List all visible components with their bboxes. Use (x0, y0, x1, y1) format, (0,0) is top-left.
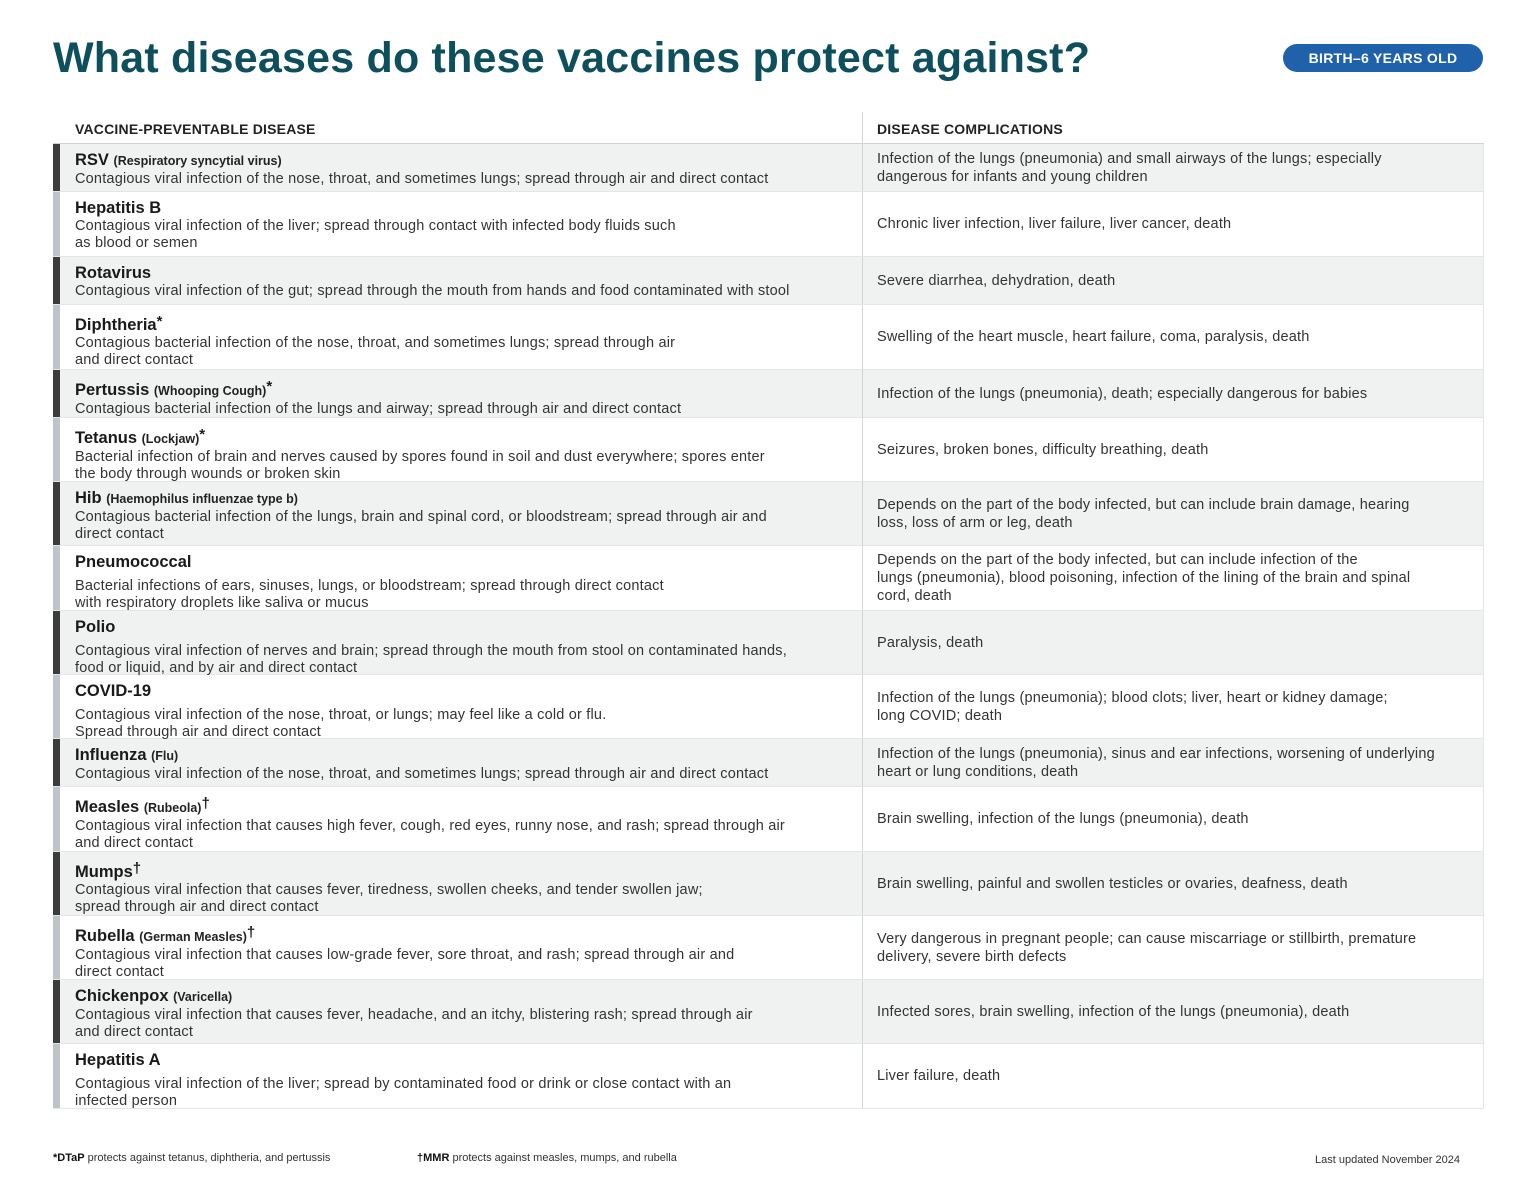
disease-name-line (75, 151, 862, 171)
disease-cell (53, 305, 863, 369)
table-row (53, 916, 1484, 980)
complications-cell (863, 1044, 1484, 1108)
disease-name: Hepatitis B (75, 199, 162, 217)
vaccine-disease-table (53, 112, 1484, 1109)
disease-name-line (75, 859, 862, 882)
disease-cell (53, 611, 863, 674)
disease-alt-name: (Varicella) (173, 990, 233, 1004)
complications-cell (863, 675, 1484, 738)
disease-alt-name: (Lockjaw) (141, 432, 200, 446)
header-disease: VACCINE-PREVENTABLE DISEASE (53, 112, 863, 143)
disease-name: Influenza (75, 746, 147, 764)
page-title: What diseases do these vaccines protect against? (53, 34, 1091, 82)
table-row (53, 852, 1484, 916)
disease-description: Contagious bacterial infection of the lungs and airway; spread through air and direct contact (75, 401, 682, 417)
disease-name-line (75, 312, 862, 335)
disease-alt-name: (German Measles) (139, 930, 247, 944)
disease-cell (53, 144, 863, 191)
table-row (53, 739, 1484, 787)
complications-cell (863, 144, 1484, 191)
disease-name-line (75, 794, 862, 818)
footnote-marker: * (199, 426, 206, 443)
complications-cell (863, 787, 1484, 851)
disease-cell (53, 852, 863, 915)
table-header (53, 112, 1484, 144)
header-complications: DISEASE COMPLICATIONS (877, 121, 1063, 137)
footnote-marker: † (201, 795, 210, 812)
disease-cell (53, 916, 863, 979)
footnote-dtap-label: *DTaP (53, 1152, 85, 1164)
table-row (53, 257, 1484, 305)
disease-name-line (75, 618, 862, 637)
disease-name: COVID-19 (75, 682, 152, 700)
complications-text: Depends on the part of the body infected, but can include brain damage, hearing loss, loss of arm or leg, death (877, 496, 1410, 531)
table-row (53, 370, 1484, 418)
footnote-marker: * (156, 313, 163, 330)
disease-name: Diphtheria (75, 316, 157, 334)
disease-description: Contagious viral infection that causes fever, tiredness, swollen cheeks, and tender swollen jaw; spread through air and direct contact (75, 882, 703, 915)
disease-name: Hepatitis A (75, 1051, 161, 1069)
complications-text: Infection of the lungs (pneumonia); blood clots; liver, heart or kidney damage; long COVID; death (877, 689, 1388, 724)
table-row (53, 1044, 1484, 1109)
footnote-mmr-label: †MMR (417, 1152, 450, 1164)
table-row (53, 546, 1484, 611)
complications-text: Severe diarrhea, dehydration, death (877, 272, 1116, 289)
complications-text: Brain swelling, infection of the lungs (pneumonia), death (877, 811, 1249, 827)
disease-description: Contagious bacterial infection of the lungs, brain and spinal cord, or bloodstream; spread through air and direct contact (75, 509, 767, 542)
disease-name-line (75, 553, 862, 572)
complications-cell (863, 916, 1484, 979)
disease-description: Contagious viral infection of the liver; spread by contaminated food or drink or close contact with an infected person (75, 1076, 732, 1109)
disease-name-line (75, 199, 862, 218)
complications-text: Infection of the lungs (pneumonia) and small airways of the lungs; especially dangerous for infants and young children (877, 150, 1382, 185)
disease-description: Contagious viral infection of nerves and brain; spread through the mouth from stool on contaminated hands, food or liquid, and by air and direct contact (75, 643, 787, 676)
disease-name: Chickenpox (75, 987, 169, 1005)
complications-cell (863, 305, 1484, 369)
disease-cell (53, 257, 863, 304)
disease-name: RSV (75, 151, 109, 169)
disease-name-line (75, 425, 862, 449)
disease-alt-name: (Respiratory syncytial virus) (113, 154, 282, 168)
age-range-badge: BIRTH–6 YEARS OLD (1283, 44, 1483, 72)
disease-name: Rubella (75, 927, 135, 945)
table-row (53, 675, 1484, 739)
footnote-mmr (417, 1152, 677, 1164)
table-row (53, 305, 1484, 370)
complications-cell (863, 611, 1484, 674)
disease-cell (53, 675, 863, 738)
disease-cell (53, 1044, 863, 1108)
disease-cell (53, 370, 863, 417)
disease-description: Contagious viral infection that causes fever, headache, and an itchy, blistering rash; spread through air and direct contact (75, 1007, 753, 1040)
disease-alt-name: (Flu) (151, 749, 179, 763)
disease-name-line (75, 264, 862, 283)
complications-text: Paralysis, death (877, 634, 984, 651)
disease-cell (53, 192, 863, 256)
disease-name-line (75, 1051, 862, 1070)
disease-cell (53, 787, 863, 851)
disease-alt-name: (Haemophilus influenzae type b) (106, 492, 298, 506)
disease-cell (53, 739, 863, 786)
complications-text: Seizures, broken bones, difficulty breathing, death (877, 441, 1209, 458)
disease-name: Measles (75, 798, 140, 816)
disease-alt-name: (Rubeola) (143, 801, 202, 815)
complications-cell (863, 418, 1484, 481)
disease-cell (53, 546, 863, 610)
disease-name: Pneumococcal (75, 553, 192, 571)
complications-text: Chronic liver infection, liver failure, liver cancer, death (877, 216, 1232, 232)
table-row (53, 192, 1484, 257)
disease-name: Rotavirus (75, 264, 152, 282)
complications-text: Liver failure, death (877, 1068, 1001, 1084)
disease-name-line (75, 987, 862, 1007)
footnote-mmr-text: protects against measles, mumps, and rubella (449, 1152, 677, 1164)
disease-name-line (75, 377, 862, 401)
complications-text: Very dangerous in pregnant people; can cause miscarriage or stillbirth, premature delivery, severe birth defects (877, 930, 1417, 965)
complications-cell (863, 370, 1484, 417)
last-updated: Last updated November 2024 (1315, 1154, 1460, 1166)
complications-text: Brain swelling, painful and swollen testicles or ovaries, deafness, death (877, 875, 1348, 892)
complications-text: Depends on the part of the body infected, but can include infection of the lungs (pneumonia), blood poisoning, infection of the lining of the brain and spinal cord, death (877, 552, 1411, 604)
complications-cell (863, 546, 1484, 610)
disease-cell (53, 418, 863, 481)
disease-cell (53, 980, 863, 1043)
table-body (53, 144, 1484, 1109)
disease-name-line (75, 682, 862, 701)
complications-text: Swelling of the heart muscle, heart failure, coma, paralysis, death (877, 329, 1310, 345)
disease-description: Contagious viral infection that causes low-grade fever, sore throat, and rash; spread through air and direct contact (75, 947, 735, 980)
disease-alt-name: (Whooping Cough) (153, 384, 267, 398)
complications-text: Infection of the lungs (pneumonia), sinus and ear infections, worsening of underlying heart or lung conditions, death (877, 745, 1435, 780)
footnote-marker: † (132, 860, 142, 877)
footnote-dtap (53, 1152, 330, 1164)
footnote-marker: † (246, 924, 256, 941)
disease-description: Contagious bacterial infection of the nose, throat, and sometimes lungs; spread through air and direct contact (75, 335, 676, 368)
complications-text: Infected sores, brain swelling, infection of the lungs (pneumonia), death (877, 1003, 1350, 1020)
disease-name: Mumps (75, 863, 133, 881)
footnote-dtap-text: protects against tetanus, diphtheria, and pertussis (84, 1152, 331, 1164)
disease-description: Contagious viral infection of the nose, throat, and sometimes lungs; spread through air and direct contact (75, 171, 769, 187)
disease-description: Contagious viral infection that causes high fever, cough, red eyes, runny nose, and rash; spread through air and direct contact (75, 818, 785, 851)
complications-cell (863, 852, 1484, 915)
table-row (53, 787, 1484, 852)
disease-name-line (75, 746, 862, 766)
disease-name-line (75, 923, 862, 947)
disease-name: Pertussis (75, 381, 150, 399)
table-row (53, 144, 1484, 192)
disease-description: Contagious viral infection of the liver; spread through contact with infected body fluids such as blood or semen (75, 218, 676, 251)
disease-description: Contagious viral infection of the nose, throat, or lungs; may feel like a cold or flu. Spread through air and direct contact (75, 707, 607, 740)
disease-name: Tetanus (75, 429, 138, 447)
complications-cell (863, 192, 1484, 256)
complications-cell (863, 482, 1484, 545)
disease-description: Bacterial infection of brain and nerves caused by spores found in soil and dust everywhere; spores enter the body through wounds or broken skin (75, 449, 765, 482)
complications-cell (863, 980, 1484, 1043)
disease-description: Contagious viral infection of the nose, throat, and sometimes lungs; spread through air and direct contact (75, 766, 769, 782)
table-row (53, 611, 1484, 675)
disease-name: Polio (75, 618, 116, 636)
disease-description: Contagious viral infection of the gut; spread through the mouth from hands and food contaminated with stool (75, 283, 790, 299)
complications-cell (863, 739, 1484, 786)
complications-cell (863, 257, 1484, 304)
disease-name-line (75, 489, 862, 509)
disease-cell (53, 482, 863, 545)
disease-name: Hib (75, 489, 102, 507)
footnote-marker: * (266, 378, 273, 395)
table-row (53, 980, 1484, 1044)
table-row (53, 418, 1484, 482)
disease-description: Bacterial infections of ears, sinuses, lungs, or bloodstream; spread through direct contact with respiratory droplets like saliva or mucus (75, 578, 664, 611)
table-row (53, 482, 1484, 546)
complications-text: Infection of the lungs (pneumonia), death; especially dangerous for babies (877, 385, 1368, 402)
